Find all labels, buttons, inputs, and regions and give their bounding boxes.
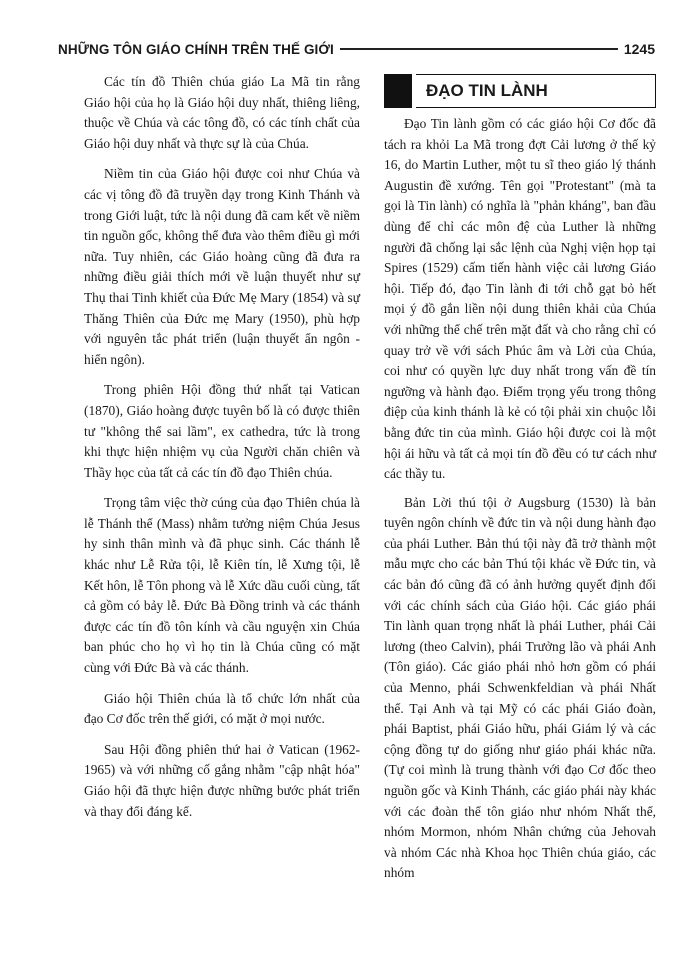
paragraph: Bản Lời thú tội ở Augsburg (1530) là bản tuyên ngôn chính về đức tin và nội dung hành đạo của phái Luther. Bản thú tội này đã trở thành một mẫu mực cho các bản Thú tội khác về Đức tin, và các bản đó cũng đã có ảnh hưởng quyết định đối với các chính sách của Giáo hội. Các giáo phái Tin lành quan trọng nhất là phái Luther, phái Cải lương (theo Calvin), phái Trưởng lão và phái Anh (Tôn giáo). Các giáo phái nhỏ hơn gồm có phái của Menno, phái Schwenkfeldian và phái Nhất thể. Tại Anh và tại Mỹ có các phái Giáo đoàn, phái Baptist, phái Giáo hữu, phái Giám lý và các cộng đồng tự do giống như giáo phái khác nữa. (Tự coi mình là trung thành với đạo Cơ đốc theo nguồn gốc và Kinh Thánh, các giáo phái này khác với các đoàn thể tôn giáo như nhóm Nhất thể, nhóm Mormon, nhóm Nhân chứng của Jehovah và nhóm Các nhà Khoa học Thiên chúa giáo, các nhóm [384, 494, 656, 881]
section-heading [384, 74, 656, 108]
paragraph: Niềm tin của Giáo hội được coi như Chúa và các vị tông đồ đã truyền dạy trong Kinh Thánh và trong Giới luật, tức là nội dung đã cam kết về niềm tin nguồn gốc, không thể đưa vào thêm điều gì mới nữa. Tuy nhiên, các Giáo hoàng cũng đã đưa ra những điều giải thích mới về luận thuyết như sự Thụ thai Tinh khiết của Đức Mẹ Mary (1854) và sự Thăng Thiên của Đức mẹ Mary (1950), phù hợp với nguyên tắc phát triển (luận thuyết ẩn ngôn - hiển ngôn). [84, 166, 360, 367]
paragraph: Trong phiên Hội đồng thứ nhất tại Vatican (1870), Giáo hoàng được tuyên bố là có được thiên tư "không thể sai lầm", ex cathedra, tức là trong khi thực hiện nhiệm vụ của Người chăn chiên và Thầy học của tất cả các tín đồ đạo Thiên chúa. [84, 382, 360, 480]
right-column [384, 74, 656, 892]
running-title: NHỮNG TÔN GIÁO CHÍNH TRÊN THẾ GIỚI [58, 41, 334, 57]
page-number: 1245 [623, 41, 655, 57]
header-rule [340, 48, 618, 50]
paragraph: Đạo Tin lành gồm có các giáo hội Cơ đốc đã tách ra khỏi La Mã trong đợt Cải lương ở thế kỷ 16, do Martin Luther, một tu sĩ theo giáo lý thánh Augustin đề xướng. Tên gọi "Protestant" (mà ta gọi là Tin lành) có nghĩa là "phản kháng", ban đầu dùng để chỉ các môn đệ của Luther là những người đã chống lại sắc lệnh của Nghị viện họp tại Spires (1529) cấm tiến hành việc cải lương Giáo hội. Tiếp đó, đạo Tin lành đi tới chỗ gạt bỏ hết mọi ý đồ gắn liền nội dung thiên khải của Chúa với những thể chế trên mặt đất và cho rằng chỉ có quay trở về với sách Phúc âm và Lời của Chúa, coi như có quyền lực duy nhất trong vấn đề tín ngưỡng và hành đạo. Điểm trọng yếu trong thông điệp của kinh thánh là kẻ có tội phải xin chuộc lỗi bằng đức tin của mình. Giáo hội được coi là một hội ái hữu và tất cả mọi tín đồ đều có tư cách như các thầy tu. [384, 116, 656, 482]
left-column [84, 72, 360, 832]
section-heading-marker [384, 74, 412, 108]
paragraph: Giáo hội Thiên chúa là tổ chức lớn nhất của đạo Cơ đốc trên thế giới, có mặt ở mọi nước. [84, 690, 360, 727]
section-title: ĐẠO TIN LÀNH [416, 74, 656, 108]
running-header [58, 38, 655, 60]
paragraph: Sau Hội đồng phiên thứ hai ở Vatican (1962-1965) và với những cố gắng nhằm "cập nhật hóa" Giáo hội đã thực hiện được những bước phát triển và thay đổi đáng kể. [84, 741, 360, 819]
paragraph: Các tín đồ Thiên chúa giáo La Mã tin rằng Giáo hội của họ là Giáo hội duy nhất, thiêng liêng, thuộc về Chúa và các tông đồ, có các tính chất của Giáo hội duy nhất và thực sự là của Chúa. [84, 74, 360, 151]
paragraph: Trọng tâm việc thờ cúng của đạo Thiên chúa là lễ Thánh thể (Mass) nhằm tưởng niệm Chúa Jesus hy sinh thân mình và đã phục sinh. Các thánh lễ khác như Lễ Rửa tội, lễ Kiên tín, lễ Xưng tội, lễ Kết hôn, lễ Tôn phong và lễ Xức dầu cuối cùng, tất cả gồm có bảy lễ. Đức Bà Đồng trinh và các thánh được các tín đồ tôn kính và cầu nguyện xin Chúa ban phúc cho họ vì họ tin là Chúa cũng có mặt cùng với Đức Bà và các thánh. [84, 495, 360, 676]
